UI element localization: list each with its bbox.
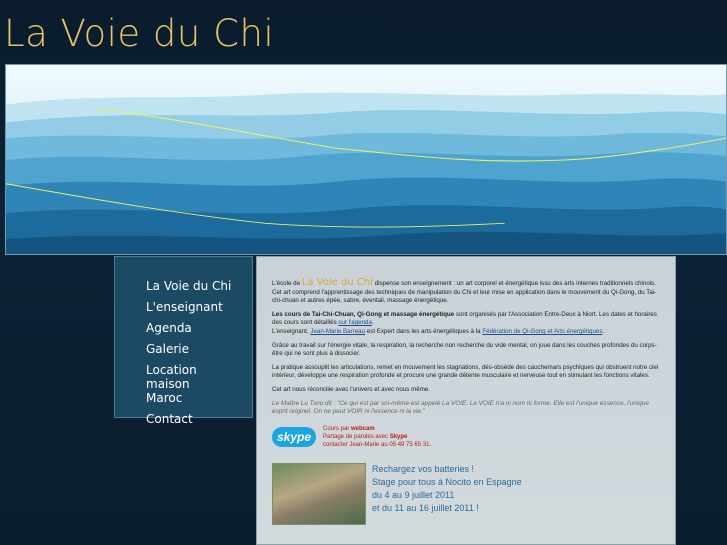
nav-item-galerie[interactable]: Galerie [146,342,190,356]
mountain-banner-image [5,64,727,255]
stage-line: Stage pour tous à Nocito en Espagne [372,476,522,487]
skype-line2-prefix: Partage de paroles avec [323,433,389,440]
courses-bold: Les cours de Tai-Chi-Chuan, Qi-Gong et massage énergétique [272,310,455,318]
skype-line3: contacter Jean-Marie au 05 49 75 65 31. [323,441,432,448]
skype-line2-bold: Skype [389,433,408,440]
teacher-text: est Expert dans les arts énergétiques à la [366,327,481,335]
stage-line: du 4 au 9 juillet 2011 [372,489,455,500]
courses-paragraph: Les cours de Tai-Chi-Chuan, Qi-Gong et massage énergétique sont organisés par l'Association Entre-Deux à Niort. Les dates et horaires des cours sont détaillés sur l'agenda. L'enseignant, Jean-Marie Barreau est Expert dans les arts énergétiques à la Fédération de Qi-Gong et Arts énergétiques. [272,310,657,335]
skype-section [272,425,660,449]
nav-item-enseignant[interactable]: L'enseignant [146,300,223,314]
art-paragraph: Cet art nous réconcilie avec l'univers et avec nous même. [272,385,431,393]
practice-paragraph: La pratique assouplit les articulations, remet en mouvement les stagnations, dés-obsède des cauchemars psychiques qui obstruent notre ciel intérieur, développe une respiration profonde et procure une grande détente musculaire et nerveuse tout en stimulant les fonctions vitales. [272,363,659,380]
agenda-link[interactable]: sur l'agenda [338,319,372,327]
skype-logo-icon[interactable]: skype [272,427,316,447]
skype-text [323,425,431,449]
nav-item-contact[interactable]: Contact [146,412,193,426]
skype-line1-prefix: Cours par [323,425,350,432]
stage-line: Rechargez vos batteries ! [372,463,475,474]
main-navigation [114,256,253,426]
master-quote: Le Maître Lu Tsou dit : "Ce qui est par soi-même est appelé La VOIE. La VOIE n'a ni nom ni forme. Elle est l'unique essence, l'unique esprit originel. On ne peut VOIR ni l'essence ni la vie." [272,399,649,416]
stage-line: et du 11 au 16 juillet 2011 ! [372,502,479,513]
skype-line1-bold: webcam [351,425,375,432]
work-paragraph: Grâce au travail sur l'énergie vitale, la respiration, la recherche non recherche du vide mental, on joue dans les couches profondes du corps-être qui ne sont plus à dissocier. [272,341,657,358]
courses-text: sont organisés par l'Association Entre-Deux à Niort. Les dates et horaires des cours sont détaillés [272,310,657,327]
site-title[interactable]: La Voie du Chi [4,12,275,55]
teacher-link[interactable]: Jean-Marie Barreau [310,327,366,335]
nav-item-la-voie-du-chi[interactable]: La Voie du Chi [146,279,232,293]
stage-section [272,463,660,525]
intro-brand: La Voie du Chi [301,277,373,288]
nav-item-agenda[interactable]: Agenda [146,321,192,335]
teacher-prefix: L'enseignant, [272,327,309,335]
federation-link[interactable]: Fédération de Qi-Gong et Arts énergétiques [482,327,603,335]
stage-text [372,463,522,525]
stage-photo[interactable] [272,463,366,525]
intro-prefix: L'école de [272,280,301,287]
main-content [256,256,676,545]
intro-text: dispense son enseignement : un art corporel et énergétique issu des arts internes traditionnels chinois. Cet art comprend l'apprentissage des techniques de manipulation du Chi et leur mise en application dans le mouvement du Qi-Gong, du Tai-chi-chuan et autres épée, sabre, éventail, massage énergétique. [272,280,657,305]
intro-paragraph [272,279,660,306]
nav-item-location-maison-maroc[interactable]: Location maison Maroc [146,363,197,405]
